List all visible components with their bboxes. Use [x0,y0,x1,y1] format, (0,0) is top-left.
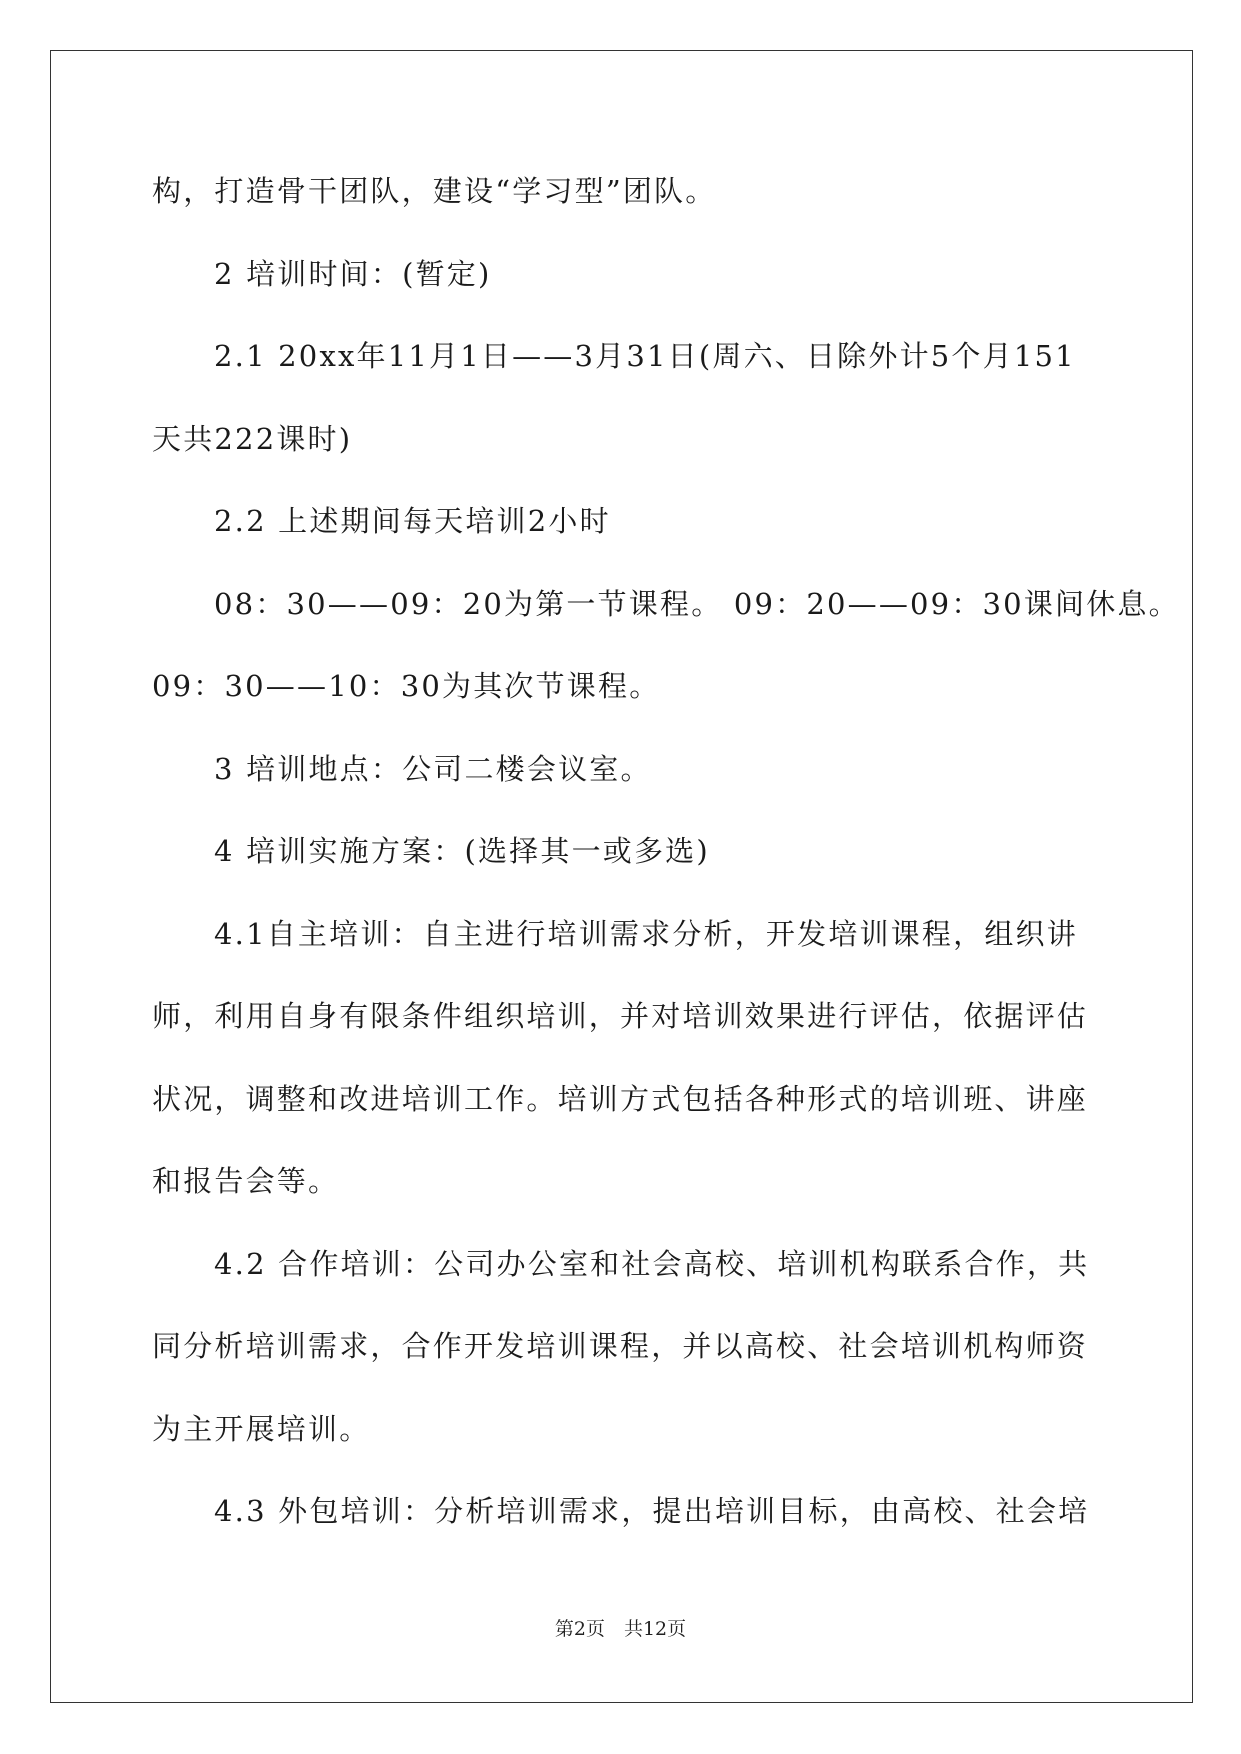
page-number-footer: 第2页 共12页 [554,1618,687,1640]
text-line: 09：30——10：30为其次节课程。 [152,669,661,703]
text-line: 为主开展培训。 [152,1411,371,1446]
text-line: 4.1自主培训：自主进行培训需求分析，开发培训课程，组织讲 [214,916,1078,951]
document-body [152,150,1180,1553]
text-line: 2.1 20xx年11月1日——3月31日(周六、日除外计5个月151 [214,339,1076,373]
text-line: 4.3 外包培训：分析培训需求，提出培训目标，由高校、社会培 [214,1494,1090,1528]
section-heading: 4 培训实施方案：(选择其一或多选) [214,834,710,868]
text-line: 08：30——09：20为第一节课程。 09：20——09：30课间休息。 [214,586,1180,621]
section-heading: 3 培训地点：公司二楼会议室。 [214,751,652,786]
text-line: 同分析培训需求，合作开发培训课程，并以高校、社会培训机构师资 [152,1329,1089,1363]
text-line: 状况，调整和改进培训工作。培训方式包括各种形式的培训班、讲座 [152,1081,1089,1116]
text-line: 天共222课时) [152,421,353,456]
section-heading: 2 培训时间：(暂定) [214,256,492,291]
text-line: 2.2 上述期间每天培训2小时 [214,504,611,538]
text-line: 构，打造骨干团队，建设“学习型”团队。 [152,174,717,208]
text-line: 和报告会等。 [152,1164,340,1198]
text-line: 师，利用自身有限条件组织培训，并对培训效果进行评估，依据评估 [152,999,1089,1033]
text-line: 4.2 合作培训：公司办公室和社会高校、培训机构联系合作，共 [214,1246,1090,1281]
